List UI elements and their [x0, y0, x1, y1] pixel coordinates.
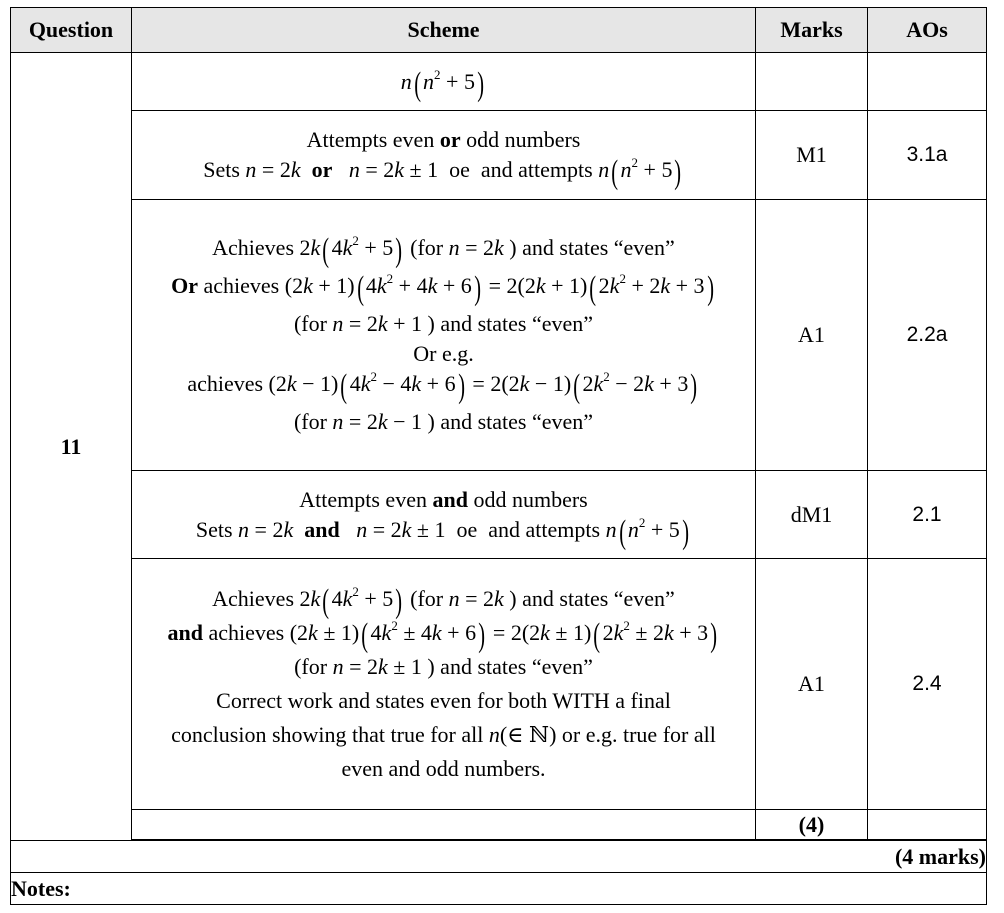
scheme-line: Or achieves (2k + 1)( $4k^2 + 4k + 6) = 2(2k + 1)$( $2k^2 + 2k + 3$)	[171, 270, 714, 307]
scheme-row-4	[11, 559, 987, 810]
scheme-cell-3	[132, 471, 756, 559]
ao-cell-1: 3.1a	[868, 111, 987, 200]
scheme-row-2	[11, 200, 987, 471]
total-marks: (4 marks)	[11, 841, 987, 873]
notes-row	[11, 873, 987, 905]
ao-cell-5	[868, 810, 987, 840]
mark-cell-0	[756, 53, 868, 111]
scheme-row-3	[11, 471, 987, 559]
header-question: Question	[11, 8, 132, 53]
scheme-cell-4	[132, 559, 756, 810]
mark-scheme-table	[10, 7, 987, 905]
scheme-line: Achieves 2k( $4k^2 + 5$) (for n = 2k ) and states “even”	[212, 583, 675, 620]
header-marks: Marks	[756, 8, 868, 53]
scheme-line: even and odd numbers.	[341, 756, 546, 781]
scheme-line: (for n = 2k ± 1 ) and states “even”	[294, 654, 593, 679]
scheme-line: n( $n^2 + 5$)	[400, 65, 485, 103]
total-row	[11, 841, 987, 873]
question-number: 11	[11, 53, 132, 841]
scheme-line: achieves (2k − 1)( $4k^2 - 4k + 6) = 2(2k - 1)$( $2k^2 - 2k + 3$)	[187, 368, 698, 405]
mark-cell-1: M1	[756, 111, 868, 200]
notes-label: Notes:	[11, 873, 987, 905]
header-row	[11, 8, 987, 53]
mark-cell-4: A1	[756, 559, 868, 810]
scheme-line: Correct work and states even for both WITH a final	[216, 688, 671, 713]
mark-cell-3: dM1	[756, 471, 868, 559]
mark-cell-5: (4)	[756, 810, 868, 840]
scheme-line: (for n = 2k + 1 ) and states “even”	[293, 311, 594, 336]
scheme-row-0	[11, 53, 987, 111]
scheme-line: conclusion showing that true for all n(∈ ℕ) or e.g. true for all	[171, 722, 716, 747]
scheme-line: Sets n = 2k or n = 2k ± 1 oe and attempts n( $n^2 + 5$)	[203, 154, 682, 191]
scheme-line: Attempts even and odd numbers	[299, 486, 588, 512]
ao-cell-2: 2.2a	[868, 200, 987, 471]
scheme-row-1	[11, 111, 987, 200]
scheme-line: Sets n = 2k and n = 2k ± 1 oe and attempts n( $n^2 + 5$)	[195, 513, 689, 551]
scheme-cell-0	[132, 53, 756, 111]
header-aos: AOs	[868, 8, 987, 53]
scheme-line: (for n = 2k − 1 ) and states “even”	[293, 409, 594, 434]
mark-cell-2: A1	[756, 200, 868, 471]
ao-cell-0	[868, 53, 987, 111]
ao-cell-3: 2.1	[868, 471, 987, 559]
scheme-cell-2	[132, 200, 756, 471]
scheme-cell-1	[132, 111, 756, 200]
scheme-cell-5	[132, 810, 756, 840]
header-scheme: Scheme	[132, 8, 756, 53]
scheme-line: and achieves (2k ± 1)( $4k^2 \pm 4k + 6) = 2(2k \pm 1)$( $2k^2 \pm 2k + 3$)	[167, 617, 718, 654]
scheme-line: Or e.g.	[413, 341, 474, 366]
scheme-row-5	[11, 810, 987, 840]
scheme-line: Achieves 2k( $4k^2 + 5$) (for n = 2k ) and states “even”	[212, 232, 675, 269]
scheme-line: Attempts even or odd numbers	[306, 127, 581, 152]
ao-cell-4: 2.4	[868, 559, 987, 810]
